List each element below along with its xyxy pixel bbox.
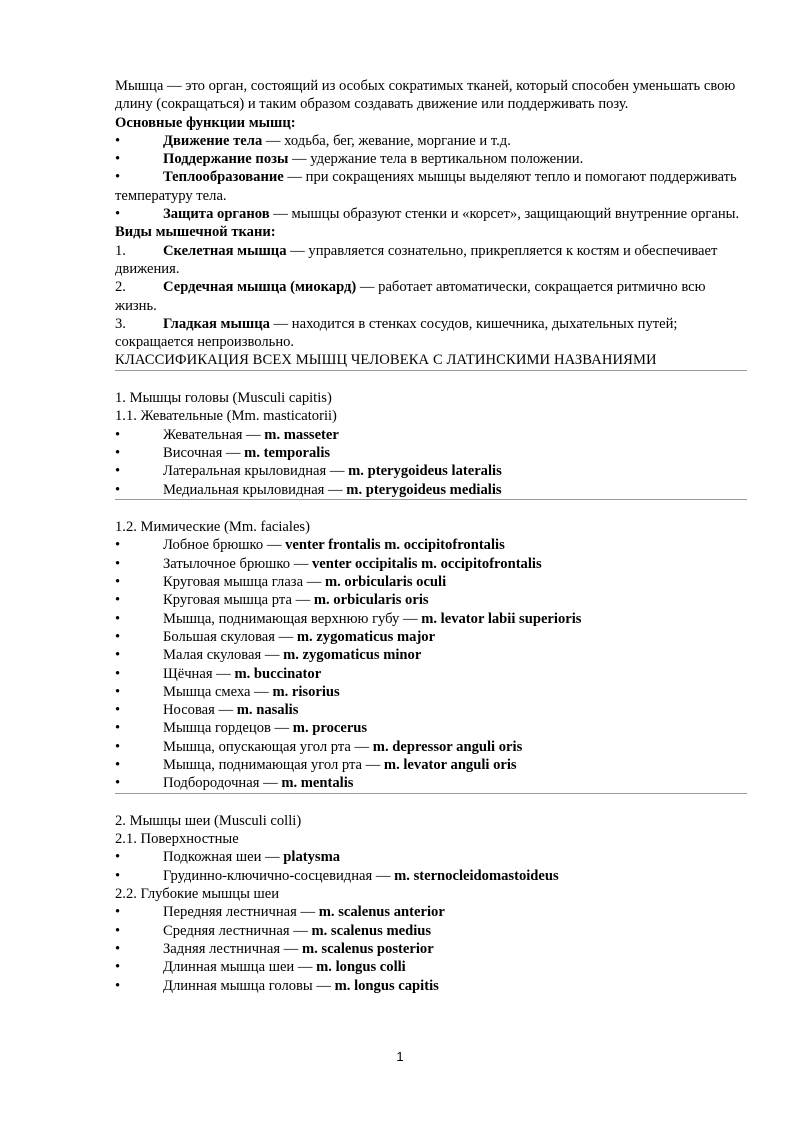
masticatory-subtitle: 1.1. Жевательные (Mm. masticatorii) — [115, 408, 337, 425]
muscle-latin: venter occipitalis m. occipitofrontalis — [311, 555, 542, 572]
muscle-name: Длинная мышца шеи — — [163, 959, 317, 976]
muscle-name: Щёчная — — [163, 665, 235, 682]
muscle-latin: m. pterygoideus lateralis — [348, 463, 502, 480]
item-term: Теплообразование — [163, 169, 284, 186]
muscle-name: Круговая мышца рта — — [163, 592, 314, 609]
list-item — [115, 683, 745, 701]
list-item — [115, 536, 745, 554]
list-item — [115, 315, 745, 352]
muscle-name: Жевательная — — [163, 426, 265, 443]
deep-subtitle: 2.2. Глубокие мышцы шеи — [115, 886, 280, 903]
list-item — [115, 922, 745, 940]
item-term: Поддержание позы — [163, 151, 289, 168]
head-muscles-title: 1. Мышцы головы (Musculi capitis) — [115, 390, 332, 407]
list-item — [115, 903, 745, 921]
bullet-mark: • — [115, 151, 121, 168]
list-item — [115, 610, 745, 628]
list-item — [115, 665, 745, 683]
list-item — [115, 278, 745, 315]
neck-muscles-title: 2. Мышцы шеи (Musculi colli) — [115, 812, 302, 829]
superficial-list — [115, 848, 745, 885]
muscle-name: Носовая — — [163, 702, 237, 719]
list-item — [115, 958, 745, 976]
list-item — [115, 940, 745, 958]
list-item — [115, 591, 745, 609]
bullet-mark: • — [115, 867, 121, 884]
muscle-name: Медиальная крыловидная — — [163, 481, 347, 498]
list-item — [115, 977, 745, 995]
superficial-subtitle: 2.1. Поверхностные — [115, 831, 239, 848]
functions-heading: Основные функции мышц: — [115, 114, 296, 131]
bullet-mark: • — [115, 628, 121, 645]
bullet-mark: • — [115, 169, 121, 186]
classification-title: КЛАССИФИКАЦИЯ ВСЕХ МЫШЦ ЧЕЛОВЕКА С ЛАТИНСКИМИ НАЗВАНИЯМИ — [115, 351, 747, 370]
page-content — [115, 77, 745, 995]
item-term: Защита органов — [163, 206, 270, 223]
list-item — [115, 168, 745, 205]
list-item — [115, 701, 745, 719]
muscle-latin: m. nasalis — [236, 702, 299, 719]
item-text: — мышцы образуют стенки и «корсет», защищающий внутренние органы. — [269, 206, 740, 223]
item-text: — управляется сознательно, прикрепляется к костям и обеспечивает движения. — [115, 242, 718, 277]
list-item — [115, 628, 745, 646]
muscle-latin: m. levator labii superioris — [421, 610, 582, 627]
muscle-latin: m. risorius — [272, 683, 340, 700]
bullet-mark: • — [115, 940, 121, 957]
bullet-mark: • — [115, 738, 121, 755]
bullet-mark: • — [115, 904, 121, 921]
list-item — [115, 481, 747, 500]
deep-list — [115, 903, 745, 994]
item-text: — находится в стенках сосудов, кишечника, дыхательных путей; сокращается непроизвольно. — [115, 315, 678, 351]
muscle-name: Височная — — [163, 444, 245, 461]
muscle-latin: m. zygomaticus major — [296, 628, 436, 645]
muscle-latin: m. scalenus medius — [311, 922, 432, 939]
bullet-mark: • — [115, 756, 121, 773]
bullet-mark: • — [115, 481, 121, 498]
list-item — [115, 555, 745, 573]
bullet-mark: • — [115, 702, 121, 719]
muscle-latin: m. longus capitis — [334, 977, 439, 994]
muscle-name: Мышца, опускающая угол рта — — [163, 738, 373, 755]
mimic-list — [115, 536, 745, 793]
item-term: Скелетная мышца — [163, 242, 287, 259]
bullet-mark: • — [115, 959, 121, 976]
list-item — [115, 150, 745, 168]
item-term: Движение тела — [163, 132, 263, 149]
page-number: 1 — [396, 1049, 404, 1064]
list-item — [115, 462, 745, 480]
item-term: Сердечная мышца (миокард) — [163, 279, 357, 296]
muscle-name: Передняя лестничная — — [163, 904, 319, 921]
bullet-mark: • — [115, 206, 121, 223]
intro-paragraph: Мышца — это орган, состоящий из особых сократимых тканей, который способен уменьшать свою длину (сокращаться) и таким образом создавать движение или поддерживать позу. — [115, 78, 736, 113]
list-item — [115, 573, 745, 591]
number-mark: 2. — [115, 279, 126, 296]
muscle-latin: m. procerus — [292, 720, 368, 737]
muscle-latin: m. pterygoideus medialis — [346, 481, 502, 498]
bullet-mark: • — [115, 683, 121, 700]
list-item — [115, 719, 745, 737]
spacer — [115, 371, 745, 389]
bullet-mark: • — [115, 775, 121, 792]
list-item — [115, 848, 745, 866]
muscle-name: Малая скуловая — — [163, 647, 284, 664]
muscle-name: Мышца, поднимающая верхнюю губу — — [163, 610, 422, 627]
muscle-name: Круговая мышца глаза — — [163, 574, 325, 591]
list-item — [115, 205, 745, 223]
muscle-latin: m. masseter — [264, 426, 339, 443]
bullet-mark: • — [115, 849, 121, 866]
muscle-latin: m. temporalis — [244, 444, 331, 461]
muscle-latin: m. scalenus posterior — [301, 940, 434, 957]
muscle-name: Мышца, поднимающая угол рта — — [163, 756, 384, 773]
spacer — [115, 794, 745, 812]
list-item — [115, 756, 745, 774]
muscle-name: Подкожная шеи — — [163, 849, 284, 866]
muscle-latin: m. zygomaticus minor — [283, 647, 422, 664]
muscle-name: Средняя лестничная — — [163, 922, 312, 939]
masticatory-list — [115, 426, 745, 500]
list-item — [115, 426, 745, 444]
number-mark: 3. — [115, 315, 126, 332]
muscle-name: Подбородочная — — [163, 775, 282, 792]
item-text: — ходьба, бег, жевание, моргание и т.д. — [262, 132, 511, 149]
spacer — [115, 500, 745, 518]
muscle-name: Лобное брюшко — — [163, 537, 286, 554]
muscle-name: Мышца смеха — — [163, 683, 273, 700]
bullet-mark: • — [115, 977, 121, 994]
bullet-mark: • — [115, 922, 121, 939]
list-item — [115, 646, 745, 664]
bullet-mark: • — [115, 463, 121, 480]
tissues-heading: Виды мышечной ткани: — [115, 224, 276, 241]
list-item — [115, 132, 745, 150]
muscle-name: Мышца гордецов — — [163, 720, 293, 737]
bullet-mark: • — [115, 665, 121, 682]
bullet-mark: • — [115, 444, 121, 461]
bullet-mark: • — [115, 592, 121, 609]
bullet-mark: • — [115, 610, 121, 627]
muscle-latin: m. depressor anguli oris — [372, 738, 523, 755]
functions-list — [115, 132, 745, 223]
bullet-mark: • — [115, 426, 121, 443]
list-item — [115, 444, 745, 462]
item-text: — удержание тела в вертикальном положении. — [288, 151, 584, 168]
muscle-latin: m. orbicularis oris — [313, 592, 429, 609]
muscle-latin: venter frontalis m. occipitofrontalis — [285, 537, 505, 554]
muscle-latin: m. mentalis — [281, 775, 354, 792]
bullet-mark: • — [115, 647, 121, 664]
item-term: Гладкая мышца — [163, 315, 270, 332]
number-mark: 1. — [115, 242, 126, 259]
muscle-latin: platysma — [283, 849, 341, 866]
bullet-mark: • — [115, 720, 121, 737]
bullet-mark: • — [115, 132, 121, 149]
muscle-name: Затылочное брюшко — — [163, 555, 312, 572]
muscle-latin: m. buccinator — [234, 665, 322, 682]
bullet-mark: • — [115, 537, 121, 554]
bullet-mark: • — [115, 555, 121, 572]
muscle-name: Грудинно-ключично-сосцевидная — — [163, 867, 395, 884]
bullet-mark: • — [115, 574, 121, 591]
muscle-latin: m. orbicularis oculi — [324, 574, 447, 591]
list-item — [115, 242, 745, 279]
item-text: — работает автоматически, сокращается ритмично всю жизнь. — [115, 279, 706, 314]
muscle-name: Длинная мышца головы — — [163, 977, 335, 994]
list-item — [115, 867, 745, 885]
muscle-name: Латеральная крыловидная — — [163, 463, 349, 480]
muscle-latin: m. levator anguli oris — [383, 756, 517, 773]
item-text: — при сокращениях мышцы выделяют тепло и помогают поддерживать температуру тела. — [115, 169, 737, 204]
muscle-latin: m. scalenus anterior — [318, 904, 445, 921]
tissues-list — [115, 242, 745, 352]
muscle-latin: m. longus colli — [316, 959, 406, 976]
muscle-name: Задняя лестничная — — [163, 940, 302, 957]
mimic-subtitle: 1.2. Мимические (Mm. faciales) — [115, 519, 310, 536]
muscle-name: Большая скуловая — — [163, 628, 297, 645]
list-item — [115, 738, 745, 756]
muscle-latin: m. sternocleidomastoideus — [394, 867, 559, 884]
list-item — [115, 774, 747, 793]
